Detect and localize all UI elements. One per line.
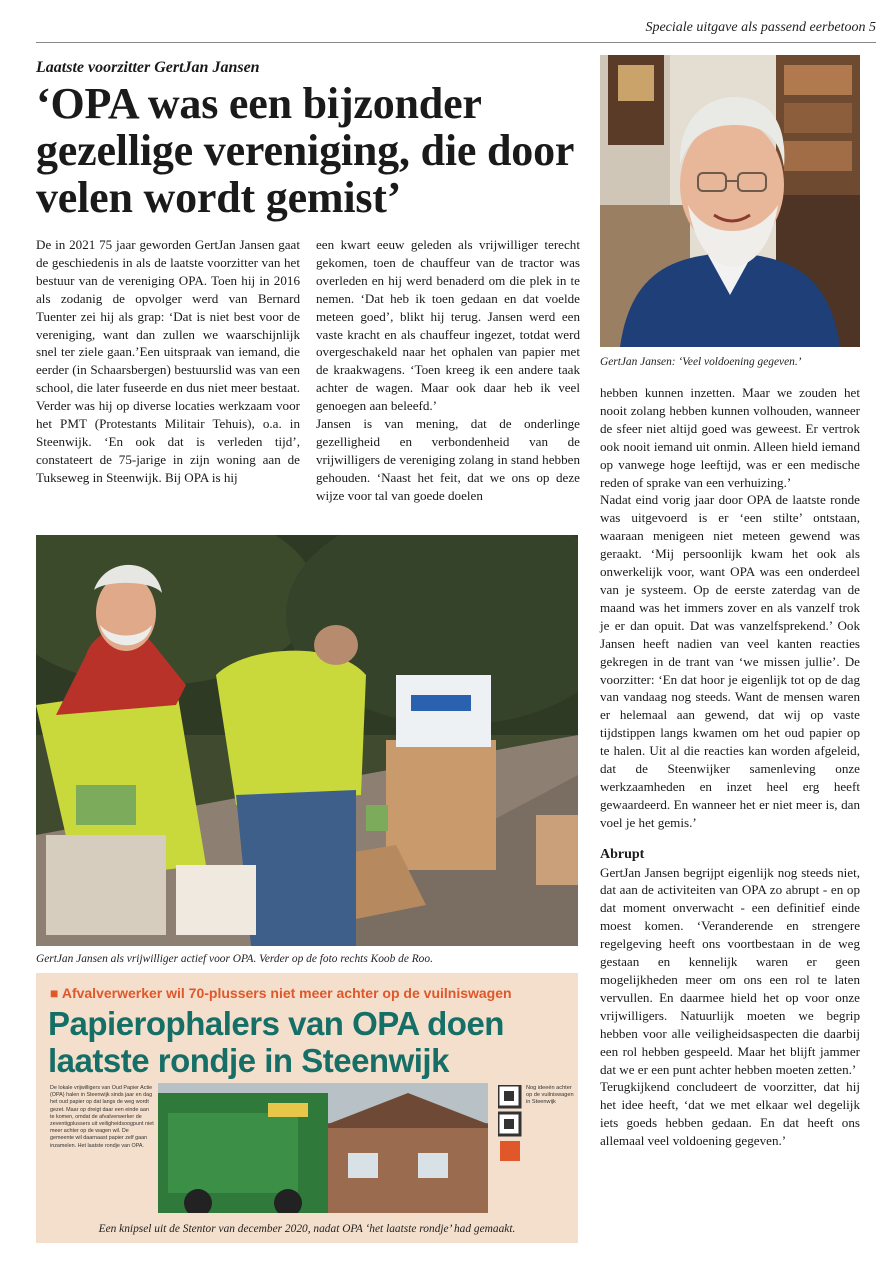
article-column-1	[36, 236, 300, 487]
clipping-kicker	[50, 985, 512, 1001]
clipping-kicker-text: Afvalverwerker wil 70-plussers niet meer achter op de vuilniswagen	[61, 985, 512, 1001]
section-subhead: Abrupt	[600, 846, 645, 862]
article-column-3	[600, 384, 860, 1150]
portrait-caption: GertJan Jansen: ‘Veel voldoening gegeven.’	[600, 356, 802, 368]
clipping-caption: Een knipsel uit de Stentor van december 2020, nadat OPA ‘het laatste rondje’ had gemaakt.	[98, 1223, 516, 1235]
article-kicker: Laatste voorzitter GertJan Jansen	[36, 59, 260, 76]
main-photo-caption: GertJan Jansen als vrijwilliger actief voor OPA. Verder op de foto rechts Koob de Roo.	[36, 953, 433, 965]
article-paragraph: GertJan Jansen begrijpt eigenlijk nog steeds niet, dat aan de activiteiten van OPA zo abrupt - en op dat moment onverwacht - een definitief einde moest komen. ‘Veranderende en strengere regelgeving heeft ons voortbestaan in de weg gestaan en kennelijk waren er geen mogelijkheden meer om ons een rol te laten vervullen. En daarmee hield het op voor onze vrijwilligers. Natuurlijk moeten we begrip hebben voor alle veiligheidsaspecten die daarbij een rol hebben gespeeld. Maar het blijft jammer dat we er een punt achter hebben moeten zetten.’	[600, 864, 860, 1077]
running-head: Speciale uitgave als passend eerbetoon 5	[645, 20, 876, 35]
portrait-photo	[600, 55, 860, 347]
portrait-illustration	[600, 55, 860, 347]
newspaper-clipping	[36, 973, 578, 1243]
volunteers-illustration	[36, 535, 578, 946]
article-column-2	[316, 236, 580, 505]
garbage-truck-illustration	[158, 1083, 488, 1213]
clipping-qr-note: Nog ideeën achter op de vuilniswagen in Steenwijk	[526, 1085, 574, 1105]
clipping-photo	[158, 1083, 488, 1213]
article-paragraph: Jansen is van mening, dat de onderlinge gezelligheid en verbondenheid van de vrijwilligers de vereniging zolang in stand hebben gehouden. ‘Naast het feit, dat we ons op deze wijze voor tal van goede doelen	[316, 416, 580, 503]
main-photo	[36, 535, 578, 946]
article-paragraph: De in 2021 75 jaar geworden GertJan Jansen gaat de geschiedenis in als de laatste voorzitter van het bestuur van de vereniging OPA. Toen hij in 2016 als zodanig de opvolger werd van Bernard Tuenter zei hij als grap: ‘Dat is niet best voor de vereniging, want dan zullen we waarschijnlijk snel ter ziele gaan.’Een uitspraak van iemand, die eerder (in Schaarsbergen) bestuurslid was van een school, die later fuseerde en dus niet meer bestaat. Verder was hij op diverse locaties werkzaam voor het PMT (Protestants Militair Tehuis), o.a. in Steenwijk. ‘En ook dat is verleden tijd’, constateert de 75-jarige in zijn woning aan de Tukseweg in Steenwijk. Bij OPA is hij	[36, 237, 300, 485]
article-paragraph: een kwart eeuw geleden als vrijwilliger terecht gekomen, toen de chauffeur van de tractor was overleden en hij werd benaderd om die plek in te nemen. ‘Dat heb ik toen gedaan en dat voelde meteen goed’, blikt hij terug. Jansen werd een vaste kracht en als chauffeur ingezet, totdat werd overgeschakeld naar het ophalen van papier met de kraakwagens. ‘Toen kreeg ik een andere taak achter de wagen. Maar ook daar heb ik veel genoegen aan beleefd.’	[316, 237, 580, 414]
header-rule	[36, 42, 876, 43]
article-paragraph: hebben kunnen inzetten. Maar we zouden het nooit zolang hebben kunnen volhouden, wanneer de sfeer niet altijd goed was geweest. Er vertrok ook nooit iemand uit onmin. Alleen hield iemand op vanwege hoge leeftijd, was er een medische reden of sprake van een verhuizing.’	[600, 385, 860, 490]
clipping-body: De lokale vrijwilligers van Oud Papier Actie (OPA) halen in Steenwijk sinds jaar en dag het oud papier op dat langs de weg wordt gezet. Maar op dreigt daar een einde aan te komen, omdat de afvalverwerker de zeventigplussers uit veiligheidsoogpunt niet meer achter op de wagen wil. De gemeente wil daarnaast papier zelf gaan inzamelen. Het laatste rondje van OPA.	[50, 1085, 154, 1149]
article-headline: ‘OPA was een bijzonder gezellige vereniging, die door velen wordt gemist’	[36, 79, 574, 222]
article-paragraph: Nadat eind vorig jaar door OPA de laatste ronde was uitgevoerd is er ‘een stilte’ ontstaan, waaraan menigeen niet meteen gewend was geraakt. ‘Mij persoonlijk kwam het ook als onwerkelijk voor, want OPA was een onderdeel van je systeem. Op de eerste zaterdag van de maand was het immers zover en als vanzelf trok je er dan opuit. Dat was vanzelfsprekend.’ Ook Jansen heeft nadien van veel kanten reacties gekregen in de trant van ‘we missen jullie’. De voorzitter: ‘En dat hoor je eigenlijk tot op de dag van vandaag nog steeds. Want de mensen waren er helemaal aan gewend, dat wij op vaste tijdstippen langs kwamen om het oud papier op te halen. Uit al die reacties kan worden afgeleid, dat de Steenwijker samenleving onze werkzaamheden en inzet heel erg heeft gewaardeerd. En wanneer het er niet meer is, dan voel je het gemis.’	[600, 492, 860, 830]
clipping-title: Papierophalers van OPA doen laatste rondje in Steenwijk	[48, 1005, 504, 1079]
article-paragraph: Terugkijkend concludeert de voorzitter, dat hij het idee heeft, ‘dat we met elkaar wel degelijk iets goeds hebben gedaan. En dat heeft ons allemaal veel voldoening gegeven.’	[600, 1079, 860, 1149]
bullet-icon: ■	[50, 985, 62, 1001]
